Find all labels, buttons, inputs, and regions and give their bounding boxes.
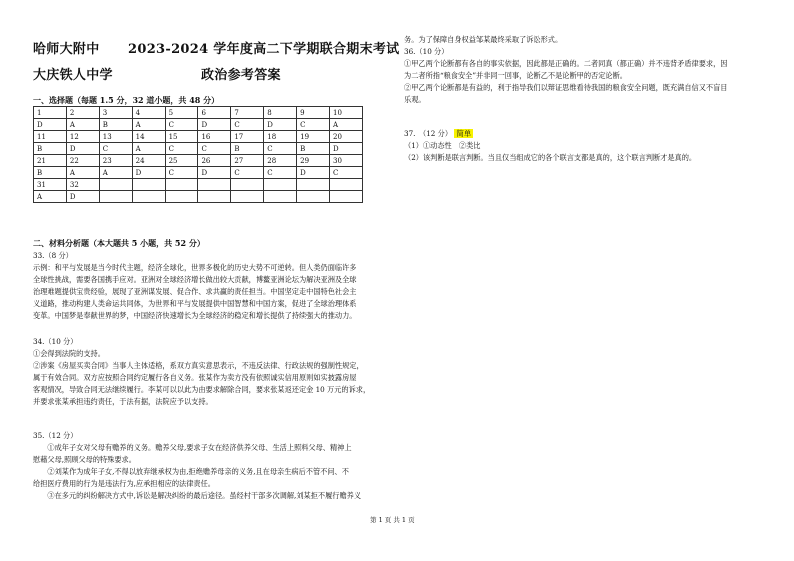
q34-line: ②涉案《房屋买卖合同》当事人主体适格，系双方真实意思表示，不违反法律、行政法规的强制性规定， [33,361,364,370]
answer-table-cell: A [132,119,165,131]
answer-table-row [34,179,363,191]
answer-table-cell [297,179,330,191]
exam-title: 2023-2024 学年度高二下学期联合期末考试 [128,42,400,57]
answer-table-cell: D [297,167,330,179]
answer-table-cell: 16 [198,131,231,143]
q35-line: 给担医疗费用的行为是违法行为,应承担相应的法律责任。 [33,479,215,488]
answer-table-cell [264,191,297,203]
school-name-1: 哈师大附中 [33,42,100,57]
answer-table-cell: 24 [132,155,165,167]
answer-table-cell: 30 [330,155,363,167]
answer-table-row [34,191,363,203]
answer-table-cell: D [34,119,67,131]
answer-table-cell: 14 [132,131,165,143]
section1-title: 一、选择题（每题 1.5 分，32 道小题，共 48 分） [33,95,220,105]
answer-table-cell: 17 [231,131,264,143]
answer-table-cell: B [99,119,132,131]
answer-table-cell: 8 [264,107,297,119]
answer-table-cell: D [330,143,363,155]
answer-table-cell: A [66,167,99,179]
answer-table-cell: 31 [34,179,67,191]
answer-table-cell: 21 [34,155,67,167]
q35-line: 慰藉父母,照顾父母的特殊要求。 [33,455,136,464]
answer-table-cell: 29 [297,155,330,167]
answer-table-row [34,107,363,119]
school-name-2: 大庆铁人中学 [33,68,113,83]
q36-line: 乐观。 [404,95,426,104]
answer-table-cell: 27 [231,155,264,167]
q36-head: 36.（10 分） [404,47,449,56]
answer-table-cell: 26 [198,155,231,167]
answer-table-row [34,119,363,131]
q37-head: 37. （12 分） [404,129,453,138]
answer-table-cell: 23 [99,155,132,167]
answer-table-cell: A [34,191,67,203]
answer-table-row [34,131,363,143]
answer-table-cell: C [264,143,297,155]
difficulty-tag: 简单 [456,129,472,138]
answer-table-cell: B [34,167,67,179]
answer-table-cell [132,179,165,191]
q33-line: 义道路，推动构建人类命运共同体，为世界和平与发展提供中国智慧和中国方案，促进了全球治理体系 [33,299,357,308]
answer-table-cell: 25 [165,155,198,167]
answer-table-cell: B [297,143,330,155]
q34-head: 34.（10 分） [33,337,78,346]
answer-table-cell [99,191,132,203]
answer-table-row [34,155,363,167]
q34-line: 属于有效合同。双方应按照合同约定履行各自义务。张某作为卖方没有依照诚实信用原则如实披露房屋 [33,373,357,382]
answer-table-cell: A [99,167,132,179]
q34-block [33,336,370,408]
answer-table-cell: C [165,167,198,179]
answer-table-cell [330,191,363,203]
answer-table-cell: 12 [66,131,99,143]
answer-table-cell: D [198,167,231,179]
section2-title: 二、材料分析题（本大题共 5 小题，共 52 分） [33,238,205,248]
answer-table-cell: 3 [99,107,132,119]
answer-table-cell: D [66,191,99,203]
answer-table-cell: C [99,143,132,155]
q33-line: 变革。中国梦是奉献世界的梦，中国经济快速增长为全球经济的稳定和增长提供了持续强大的推动力。 [33,311,357,320]
answer-table-cell: 11 [34,131,67,143]
q33-head: 33.（8 分） [33,251,73,260]
answer-table-cell: 28 [264,155,297,167]
answer-table-cell: 13 [99,131,132,143]
answer-table-cell: C [198,143,231,155]
answer-table-cell [198,191,231,203]
q35-continuation: 务。为了保障自身权益邹某最终采取了诉讼形式。 [404,35,563,44]
answer-table-cell: C [231,119,264,131]
q35-line: ②刘某作为成年子女,不得以放弃继承权为由,拒绝赡养母亲的义务,且在母亲生病后不管不问、不 [33,467,349,476]
q33-block [33,250,356,322]
answer-table-cell [99,179,132,191]
answer-table-cell: D [264,119,297,131]
answer-table-row [34,143,363,155]
answer-table [33,106,363,203]
answer-table-cell: C [264,167,297,179]
answer-table-cell [297,191,330,203]
answer-table-cell: C [165,143,198,155]
answer-table-cell: 1 [34,107,67,119]
answer-table-cell [231,179,264,191]
answer-table-cell: 20 [330,131,363,143]
answer-table-cell [198,179,231,191]
q37-line: （1）①动态性 ②类比 [404,141,481,150]
answer-table-cell: B [231,143,264,155]
q36-line: ①甲乙两个论断都有各自的事实依据，因此都是正确的。二者同真（都正确）并不违背矛盾律要求，因 [404,59,728,68]
answer-table-cell: 6 [198,107,231,119]
answer-table-cell: 32 [66,179,99,191]
answer-table-cell: 10 [330,107,363,119]
q35-line: ①成年子女对父母有赡养的义务。赡养父母,要求子女在经济供养父母、生活上照料父母、精神上 [33,443,352,452]
q33-line: 全球性挑战，需要各国携手应对。亚洲对全球经济增长做出较大贡献，博鳌亚洲论坛为解决亚洲及全球 [33,275,357,284]
q37-block [404,128,696,164]
answer-table-cell: C [297,119,330,131]
q33-line: 示例：和平与发展是当今时代主题，经济全球化，世界多极化的历史大势不可逆转。但人类仍面临许多 [33,263,357,272]
q34-line: 并要求张某承担违约责任，于法有据，法院应予以支持。 [33,397,213,406]
answer-table-cell [165,191,198,203]
q37-line: （2）该判断是联言判断。当且仅当组成它的各个联言支都是真的，这个联言判断才是真的。 [404,153,697,162]
answer-table-cell: C [330,167,363,179]
answer-table-cell: 19 [297,131,330,143]
answer-table-cell [132,191,165,203]
q34-line: 客观情况，导致合同无法继续履行。李某可以以此为由要求解除合同，要求张某返还定金 10 万元的诉求， [33,385,371,394]
q35-head: 35.（12 分） [33,431,78,440]
answer-table-cell: D [198,119,231,131]
answer-table-cell: 22 [66,155,99,167]
q34-line: ①会得到法院的支持。 [33,349,105,358]
subject-title: 政治参考答案 [201,68,281,83]
answer-table-cell: 2 [66,107,99,119]
q33-line: 治理难题提供宝贵经验，展现了亚洲谋发展、促合作、求共赢的责任担当。中国坚定走中国特色社会主 [33,287,357,296]
q35-line: ③在多元的纠纷解决方式中,诉讼是解决纠纷的最后途径。虽经村干部多次调解,刘某拒不履行赡养义 [33,491,362,500]
answer-table-cell: C [231,167,264,179]
right-column [404,34,727,106]
answer-table-cell: 18 [264,131,297,143]
answer-table-cell [330,179,363,191]
answer-table-cell: A [132,143,165,155]
answer-table-cell [231,191,264,203]
answer-table-cell: 4 [132,107,165,119]
answer-table-cell [165,179,198,191]
answer-table-cell: 7 [231,107,264,119]
q35-block [33,430,361,502]
page-footer: 第 1 页 共 1 页 [370,516,415,524]
answer-table-row [34,167,363,179]
answer-table-cell: 5 [165,107,198,119]
answer-table-cell: A [66,119,99,131]
q36-line: 为二者所指“粮食安全”并非同一回事，论断乙不是论断甲的否定论断。 [404,71,627,80]
answer-table-cell [264,179,297,191]
q37-head-row [404,128,696,140]
answer-table-cell: D [66,143,99,155]
answer-table-cell: A [330,119,363,131]
answer-table-cell: 9 [297,107,330,119]
answer-table-cell: B [34,143,67,155]
answer-table-cell: D [132,167,165,179]
answer-table-cell: C [165,119,198,131]
q36-line: ②甲乙两个论断都是有益的，利于指导我们以辩证思维看待我国的粮食安全问题，既充满自信又不盲目 [404,83,728,92]
answer-table-cell: 15 [165,131,198,143]
